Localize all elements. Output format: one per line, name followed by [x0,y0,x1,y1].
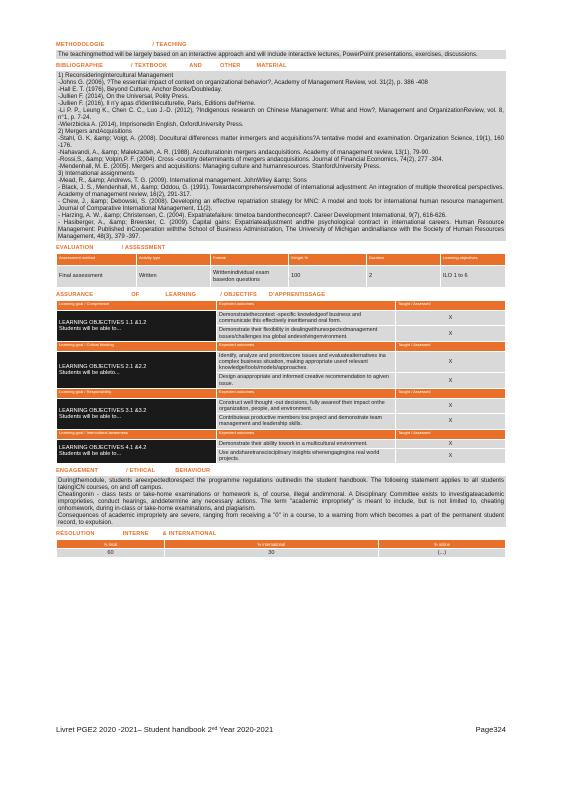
objective-header-cell: Expected outcomes [217,341,396,351]
bibliography-entry: - Hasiberger, A., &amp; Brewster, C. (2009). Capital gains: Expatriateadjustment andthe psychological contract in international careers. Human Resource Management: Published inCooperation withthe School of Business Administration, The University of Michigan andinalliance with the Society of Human Resources Management, 48(3), 379 -397. [58,219,504,240]
objective-header-cell: Taught / Assessed [396,341,506,351]
objective-outcome: Identify, analyze and prioritizecore issues and evaluatealternatives ina complex business situation, making appropriate useof relevant knowledge/tools/models/approaches. [217,351,396,373]
objective-header-row [57,388,506,398]
bibliography-entry: -Jullien F. (2014), On the Universal, Polity Press. [58,93,190,100]
bibliography-entry: 2) Mergers andAcquisitions [58,128,132,135]
perc-header: % local [57,540,165,549]
objective-row [57,351,506,373]
objective-header-cell: Taught / Assessed [396,301,506,311]
document-page [56,38,506,558]
bibliography-entry: 3) International assignments [58,170,135,177]
bibliography-list [56,71,506,241]
footer-left: Livret PGE2 2020 -2021– Student handbook 2ⁿᵈ Year 2020-2021 [56,725,274,734]
objective-mark: X [396,439,506,448]
objective-header-cell: Learning goal / Competence [57,301,217,311]
objective-title: LEARNING OBJECTIVES 1.1 &1.2 Students will be able to... [57,311,217,342]
methodology-heading: METHODOLOGIE / TEACHING [56,42,187,48]
objective-outcome: Use andsharetranscisciplinary insights whenengagingina real world projects. [217,448,396,463]
table-row: Final assessment Written Writtenindividual exam basedon questions 100 2 ILO 1 to 6 [57,266,506,288]
engagement-paragraph: Duringthemodule, students areexpectedtorespect the programme regulations outlinedin the student handbook. The following statement applies to all students takingICN courses, on and off campus. [58,477,504,492]
percentages-table [56,539,506,558]
objective-row [57,439,506,448]
objective-mark: X [396,448,506,463]
bibliography-entry: - Black, J. S., Mendenhall, M., &amp; Oddou, G. (1991). Towardacomprehensivemodel of international adjustment: An integration of multiple theoretical perspectives. Academy of management review, 16(2), 291-317. [58,184,504,198]
objective-header-cell: Learning goal / Intercultural awareness [57,429,217,439]
table-row: 60 30 (...) [57,549,506,558]
eval-header: Assessment method [57,254,137,266]
objective-outcome: Demonstrate their flexibility in dealingwithunexpectedmanagement issues/challenges ina global andevolvingenvironment. [217,326,396,341]
engagement-paragraph: Consequences of academic impropriety are severe, ranging from receiving a "0" in a course, to a warning from which becomes a part of the permanent student record, to expulsion. [58,512,504,527]
eval-header: Duration [367,254,441,266]
objective-outcome: Demonstrate their ability towork in a multicultural environment. [217,439,396,448]
objective-header-row [57,341,506,351]
learning-objectives-table [56,300,506,464]
objective-mark: X [396,326,506,341]
objective-header-row [57,429,506,439]
percentages-heading: RÉSOLUTION INTERNE & INTERNATIONAL [56,531,217,538]
objective-row [57,398,506,413]
evaluation-table [56,253,506,288]
bibliography-entry: -Jullien F. (2016), Il n'y apas d'identitéculturelle, Paris, Editions del'Herne. [58,100,256,107]
objective-outcome: Demonstratethecontext -specific knowledgeof business and communicate this effectively inwrittenand oral form. [217,311,396,326]
bibliography-entry: -Stahl, G. K, &amp; Voigt, A. (2008). Docultural differences matter inmergers and acquisitions?A tentative model and examination. Organization Science, 19(1), 160 -176. [58,135,504,149]
objective-outcome: Contributeas productive members toa project and demonstrate team management and leadership skills. [217,414,396,429]
objective-header-cell: Expected outcomes [217,429,396,439]
objective-header-cell: Taught / Assessed [396,388,506,398]
bibliography-entry: 1) ReconsideringIntercultural Management [58,72,174,79]
objective-row [57,311,506,326]
page-number: Page324 [475,725,506,734]
bibliography-entry: - Chew, J., &amp; Debowski, S. (2008). Developing an effective repatriation strategy for MNC: A model and tools for international human resource management. Journal of Comparative International Management, 11(2). [58,198,504,212]
engagement-text [56,476,506,527]
page-footer [56,725,506,734]
objective-header-cell: Expected outcomes [217,388,396,398]
engagement-heading: ENGAGEMENT / ETHICAL BEHAVIOUR [56,468,211,475]
objective-mark: X [396,398,506,413]
objective-header-cell: Taught / Assessed [396,429,506,439]
perc-header: % international [165,540,379,549]
objective-header-cell: Learning goal / Critical thinking [57,341,217,351]
objective-mark: X [396,351,506,373]
bibliography-entry: -Johns G. (2006), ?The essential impact of context on organizational behavior?, Academy of Management Review, vol. 31(2), p. 386 -408 [58,79,428,86]
assurance-heading: ASSURANCE OF LEARNING / OBJECTIFS D'APPRENTISSAGE [56,292,326,298]
objective-title: LEARNING OBJECTIVES 4.1 &4.2 Students will be able to... [57,439,217,464]
perc-header: % online [378,540,505,549]
methodology-text: The teachingmethod will be largely based on an interactive approach and will include interactive lectures, PowerPoint presentations, exercises, discussions. [56,50,506,59]
bibliography-entry: -Mendenhall, M. E. (2005). Mergers and acquisitions: Managing culture and humanresources. StanfordUniversity Press. [58,163,381,170]
bibliography-entry: -Wierzbicka A. (2014), Imprisonedin English, OxfordUniversity Press. [58,121,244,128]
eval-header: Activity type [137,254,211,266]
objective-mark: X [396,373,506,388]
objective-header-row [57,301,506,311]
objective-title: LEARNING OBJECTIVES 2.1 &2.2 Students will be ableto... [57,351,217,388]
engagement-paragraph: Cheatingonin - class tests or take-home examinations or homework is, of course, illegal andimmoral. A Disciplinary Committee exists to investigateacademic improprieties, conduct hearings, anddetermine any necessary actions. The term "academic impropriety" is meant to include, but is not limited to, cheating onhomework, during in-class or take-home examinations, and plagiarism. [58,491,504,513]
objective-mark: X [396,414,506,429]
objective-header-cell: Expected outcomes [217,301,396,311]
bibliography-entry: -Rossi,S., &amp; Volpin,P. F. (2004). Cross -country determinants of mergers andacquisitions. Journal of Financial Economics, 74(2), 277 -304. [58,156,444,163]
bibliography-entry: -Mead, R., &amp; Andrews, T. G. (2009). International management. JohnWiley &amp; Sons [58,177,307,184]
bibliography-entry: -Nahavandi, A., &amp; Malekzadeh, A. R. (1988). Acculturationin mergers andacquisitions. Academy of management review, 13(1), 79-90. [58,149,430,156]
objective-header-cell: Learning goal / Responsibility [57,388,217,398]
eval-header: Weight % [289,254,367,266]
evaluation-heading: EVALUATION / ASSESSMENT [56,245,166,251]
eval-header: Learning objectives [441,254,506,266]
objective-mark: X [396,311,506,326]
objective-outcome: Construct well thought -out decisions, fully awareof their impact onthe organization, people, and environment. [217,398,396,413]
bibliography-entry: -Hall E. T. (1976), Beyond Culture, Anchor Books/Doubleday. [58,86,223,93]
bibliography-heading: BIBLIOGRAPHIE / TEXTBOOK AND OTHER MATERIAL [56,63,287,69]
eval-header: Format [211,254,289,266]
objective-outcome: Design anappropriate and informed creative recommendation to agiven issue. [217,373,396,388]
bibliography-entry: -Li P. P., Leung K., Chen C. C., Luo J.-D. (2012), ?Indigenous research on Chinese Management: What and How?, Management and OrganizationReview, vol. 8, n°1, p. 7-24. [58,107,504,121]
objective-title: LEARNING OBJECTIVES 3.1 &3.2 Students will be able to... [57,398,217,429]
bibliography-entry: - Harzing, A. W., &amp; Christensen, C. (2004). Expatriatefailure: timetoa bandontheconcept?. Career Development International, 9(7), 616-626. [58,212,447,219]
